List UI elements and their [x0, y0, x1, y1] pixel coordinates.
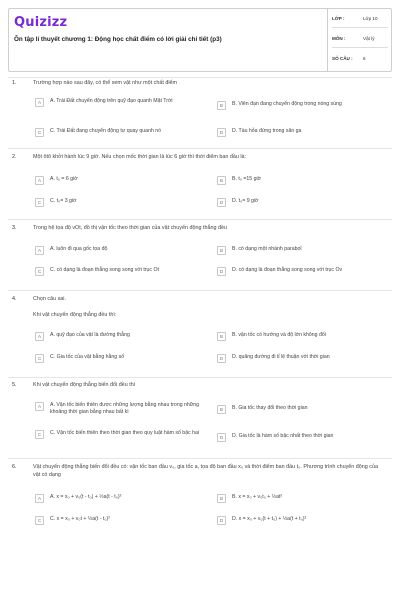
option-text: C. Gia tốc của vật bằng hằng số: [50, 354, 125, 360]
option-text: D. Gia tốc là hàm số bậc nhất theo thời gian: [232, 433, 334, 439]
option-text: B. có dạng một nhánh parabol: [232, 246, 302, 252]
option-d[interactable]: [217, 354, 387, 363]
question-number: 6.: [12, 464, 17, 470]
option-text: B. Viên đạn đang chuyển động trong nòng súng: [232, 101, 342, 107]
question-6: [12, 464, 390, 534]
option-letter: A: [35, 402, 44, 411]
option-d[interactable]: [217, 128, 387, 137]
option-letter: C: [35, 516, 44, 525]
option-d[interactable]: [217, 267, 392, 276]
meta-box: [327, 9, 392, 72]
question-divider: [8, 290, 392, 291]
option-a[interactable]: [35, 402, 215, 416]
option-letter: A: [35, 494, 44, 503]
question-subtext: Khi vật chuyển động thẳng đều thì:: [33, 312, 117, 318]
question-divider: [8, 458, 392, 459]
option-letter: A: [35, 332, 44, 341]
option-text: B. Gia tốc thay đổi theo thời gian: [232, 405, 308, 411]
option-text: B. vận tốc có hướng và độ lớn không đổi: [232, 332, 326, 338]
quizizz-logo: Quizizz: [14, 15, 68, 30]
question-5: [12, 382, 390, 454]
option-letter: C: [35, 128, 44, 137]
meta-count-label: SỐ CÂU :: [332, 56, 353, 61]
option-text: C. Trái Đất đang chuyển động tự quay quanh nó: [50, 128, 162, 134]
question-text: Trường hợp nào sau đây, có thể xem vật như một chất điểm: [33, 80, 178, 86]
option-text: A. t₀ = 6 giờ: [50, 176, 78, 182]
option-c[interactable]: [35, 128, 215, 137]
question-2: [12, 154, 390, 219]
option-text: D. có dạng là đoạn thẳng song song với trục Ov: [232, 267, 343, 273]
option-letter: B: [217, 405, 226, 414]
option-text: A. Trái Đất chuyển động trên quỹ đạo quanh Mặt Trời: [50, 98, 173, 104]
meta-grade-value: Lớp 10: [363, 16, 378, 21]
question-number: 1.: [12, 80, 17, 86]
option-c[interactable]: [35, 267, 215, 276]
question-text: Chọn câu sai.: [33, 296, 66, 302]
option-letter: C: [35, 267, 44, 276]
question-text: Vật chuyển động thẳng biến đổi đều có: vận tốc ban đầu v₀, gia tốc a, tọa độ ban đầu x₀ và thời điểm ban đầu t₀. Phương trình chuyển động của vật có dạng: [33, 464, 378, 478]
option-letter: A: [35, 98, 44, 107]
option-c[interactable]: [35, 198, 215, 207]
option-b[interactable]: [217, 332, 387, 341]
option-b[interactable]: [217, 176, 387, 185]
question-divider: [8, 148, 392, 149]
option-letter: B: [217, 494, 226, 503]
question-number: 2.: [12, 154, 17, 160]
meta-divider: [332, 27, 388, 28]
option-letter: C: [35, 354, 44, 363]
meta-subject-label: MÔN :: [332, 36, 346, 41]
option-b[interactable]: [217, 405, 387, 414]
meta-count-value: 6: [363, 56, 366, 61]
option-letter: D: [217, 267, 226, 276]
option-text: D. x = x₀ + v₀(t + t₀) + ½a(t + t₀)²: [232, 516, 307, 522]
option-a[interactable]: [35, 176, 215, 185]
worksheet-title: Ôn tập lí thuyết chương 1: Động học chất điểm có lời giải chi tiết (p3): [14, 36, 222, 43]
option-text: C. t₀= 3 giờ: [50, 198, 77, 204]
option-text: B. x = x₀ + v₀t₀ + ½at²: [232, 494, 283, 500]
option-letter: D: [217, 128, 226, 137]
option-b[interactable]: [217, 101, 387, 110]
question-text: Khi vật chuyển động thẳng biến đổi đều thì: [33, 382, 136, 388]
option-letter: D: [217, 516, 226, 525]
question-number: 3.: [12, 225, 17, 231]
option-text: A. Vận tốc biến thiên được những lượng bằng nhau trong những khoảng thời gian bằng nhau bất kì: [50, 402, 200, 416]
option-letter: B: [217, 176, 226, 185]
option-text: C. Vận tốc biến thiên theo thời gian theo quy luật hàm số bậc hai: [50, 430, 200, 436]
option-letter: D: [217, 433, 226, 442]
question-divider: [8, 377, 392, 378]
option-d[interactable]: [217, 516, 387, 525]
option-letter: B: [217, 101, 226, 110]
meta-divider: [332, 47, 388, 48]
option-a[interactable]: [35, 494, 215, 503]
option-text: A. x = x₀ + v₀(t - t₀) + ½a(t - t₀)²: [50, 494, 122, 500]
option-letter: A: [35, 176, 44, 185]
option-a[interactable]: [35, 246, 215, 255]
option-letter: D: [217, 354, 226, 363]
option-letter: A: [35, 246, 44, 255]
option-text: A. luôn đi qua gốc tọa độ: [50, 246, 108, 252]
option-b[interactable]: [217, 246, 387, 255]
option-c[interactable]: [35, 430, 215, 439]
option-letter: B: [217, 246, 226, 255]
option-letter: C: [35, 198, 44, 207]
option-text: B. t₀ =15 giờ: [232, 176, 262, 182]
option-c[interactable]: [35, 516, 215, 525]
option-text: C. x = x₀ + v₀t + ½a(t - t₀)²: [50, 516, 110, 522]
option-text: C. có dạng là đoạn thẳng song song với trục Ot: [50, 267, 159, 273]
option-d[interactable]: [217, 433, 387, 442]
option-a[interactable]: [35, 98, 215, 107]
question-number: 5.: [12, 382, 17, 388]
question-number: 4.: [12, 296, 17, 302]
option-text: A. quỹ đạo của vật là đường thẳng: [50, 332, 130, 338]
option-letter: C: [35, 430, 44, 439]
option-text: D. Tàu hỏa đứng trong sân ga: [232, 128, 302, 134]
option-letter: D: [217, 198, 226, 207]
option-b[interactable]: [217, 494, 387, 503]
option-text: D. t₀= 9 giờ: [232, 198, 259, 204]
option-d[interactable]: [217, 198, 387, 207]
meta-subject-value: Vật lý: [363, 36, 375, 41]
option-a[interactable]: [35, 332, 215, 341]
question-divider: [8, 219, 392, 220]
question-text: Một ôtô khởi hành lúc 9 giờ. Nếu chọn mốc thời gian là lúc 6 giờ thì thời điểm ban đầu là:: [33, 154, 247, 160]
question-1: [12, 80, 390, 145]
option-letter: B: [217, 332, 226, 341]
question-3: [12, 225, 390, 290]
option-text: D. quãng đường đi tỉ lệ thuận với thời gian: [232, 354, 330, 360]
meta-grade-label: LỚP :: [332, 16, 345, 21]
worksheet-header: [8, 8, 392, 72]
header-divider: [8, 77, 392, 78]
option-c[interactable]: [35, 354, 215, 363]
question-text: Trong hệ tọa độ vOt, đồ thị vận tốc theo thời gian của vật chuyển động thẳng đều: [33, 225, 227, 231]
question-4: [12, 296, 390, 376]
